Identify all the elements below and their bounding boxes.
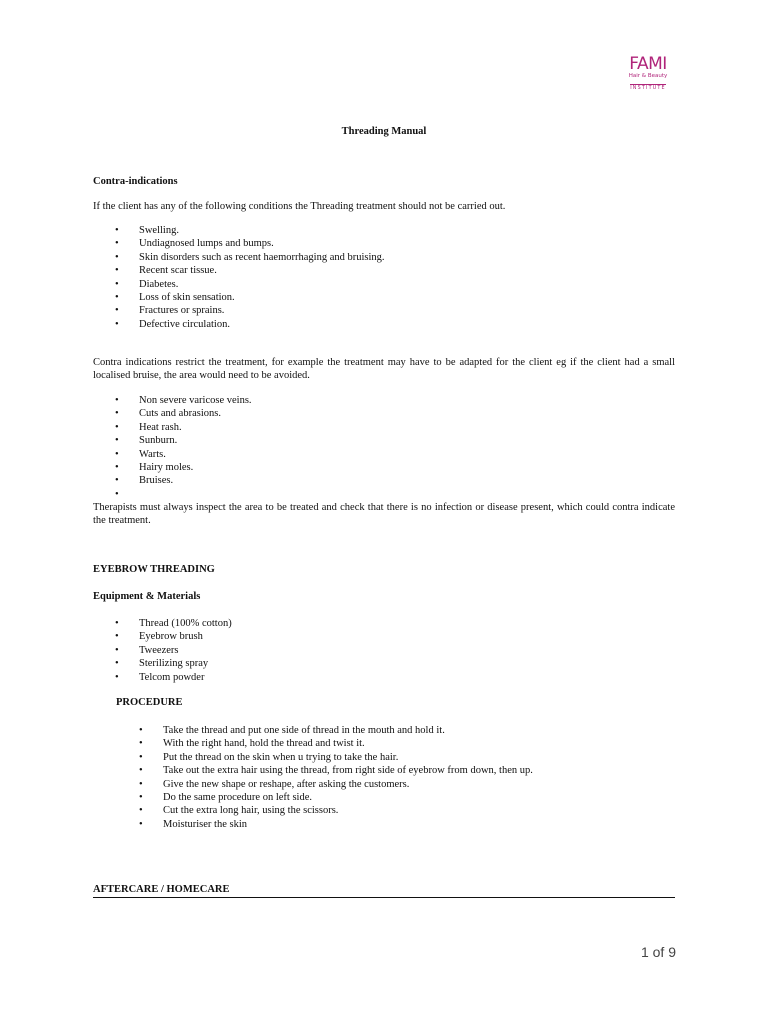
list-item <box>139 804 533 817</box>
bullet-icon: • <box>115 278 119 290</box>
contra-intro: If the client has any of the following conditions the Threading treatment should not be carried out. <box>93 201 506 212</box>
list-item <box>115 644 232 657</box>
bullet-icon: • <box>139 751 143 763</box>
list-item <box>115 657 232 670</box>
bullet-icon: • <box>115 421 119 433</box>
list-item-text: Undiagnosed lumps and bumps. <box>139 238 274 250</box>
list-item <box>115 264 385 277</box>
list-item-text: Swelling. <box>139 225 179 236</box>
bullet-icon: • <box>115 265 119 277</box>
list-item-text: Diabetes. <box>139 278 179 290</box>
list-item-text: Loss of skin sensation. <box>139 291 235 303</box>
list-item-text: Non severe varicose veins. <box>139 395 252 406</box>
list-item <box>139 764 533 777</box>
list-item <box>139 791 533 804</box>
bullet-icon: • <box>139 791 143 803</box>
bullet-icon: • <box>115 238 119 250</box>
list-item-text: Put the thread on the skin when u trying to take the hair. <box>163 751 399 763</box>
list-item <box>139 778 533 791</box>
bullet-icon: • <box>115 448 119 460</box>
bullet-icon: • <box>115 631 119 643</box>
list-item-text: Eyebrow brush <box>139 631 203 643</box>
equipment-list <box>115 617 232 684</box>
procedure-list <box>139 724 533 831</box>
list-item-text: Bruises. <box>139 475 174 487</box>
list-item <box>115 421 252 434</box>
list-item <box>115 630 232 643</box>
logo-subtitle: Hair & Beauty <box>628 73 668 79</box>
section-rule <box>93 897 675 898</box>
bullet-icon: • <box>115 475 119 487</box>
bullet-icon: • <box>115 435 119 447</box>
list-item <box>115 474 252 487</box>
list-item-text: Cut the extra long hair, using the scissors. <box>163 805 339 817</box>
document-title: Threading Manual <box>341 126 427 137</box>
bullet-icon: • <box>139 818 143 830</box>
list-item-text: Recent scar tissue. <box>139 265 217 277</box>
logo-institute: INSTITUTE <box>630 86 666 91</box>
list-item-text: Give the new shape or reshape, after asking the customers. <box>163 778 410 790</box>
bullet-icon: • <box>115 318 119 330</box>
procedure-heading: PROCEDURE <box>116 697 183 708</box>
list-item <box>139 751 533 764</box>
list-item <box>115 237 385 250</box>
bullet-icon: • <box>115 395 119 406</box>
list-item-text: Sunburn. <box>139 435 178 447</box>
list-item <box>115 461 252 474</box>
fami-logo <box>620 55 676 93</box>
logo-wordmark: FAMI <box>629 54 667 74</box>
list-item-text: Do the same procedure on left side. <box>163 791 312 803</box>
list-item <box>115 394 252 407</box>
list-item-text: Take out the extra hair using the thread, from right side of eyebrow from down, then up. <box>163 765 533 777</box>
list-item <box>115 488 252 501</box>
bullet-icon: • <box>115 225 119 236</box>
inspect-text: Therapists must always inspect the area to be treated and check that there is no infection or disease present, which could contra indicate the treatment. <box>93 502 675 527</box>
list-item <box>115 671 232 684</box>
bullet-icon: • <box>115 251 119 263</box>
contra-list <box>115 224 385 331</box>
list-item <box>115 617 232 630</box>
list-item <box>115 448 252 461</box>
list-item-text: Sterilizing spray <box>139 658 209 670</box>
aftercare-heading: AFTERCARE / HOMECARE <box>93 884 230 895</box>
bullet-icon: • <box>139 738 143 750</box>
list-item <box>115 304 385 317</box>
bullet-icon: • <box>115 408 119 420</box>
bullet-icon: • <box>115 305 119 317</box>
list-item <box>115 224 385 237</box>
list-item <box>115 407 252 420</box>
bullet-icon: • <box>115 658 119 670</box>
bullet-icon: • <box>139 725 143 736</box>
list-item-text: Defective circulation. <box>139 318 230 330</box>
eyebrow-heading: EYEBROW THREADING <box>93 564 215 575</box>
bullet-icon: • <box>115 488 119 500</box>
list-item-text: Moisturiser the skin <box>163 818 247 830</box>
list-item <box>115 318 385 331</box>
list-item <box>115 278 385 291</box>
restrict-list <box>115 394 252 501</box>
bullet-icon: • <box>115 618 119 629</box>
page-indicator: 1 of 9 <box>640 944 676 960</box>
bullet-icon: • <box>115 644 119 656</box>
bullet-icon: • <box>115 671 119 683</box>
bullet-icon: • <box>115 291 119 303</box>
list-item <box>139 724 533 737</box>
list-item-text: Heat rash. <box>139 421 182 433</box>
list-item-text: Hairy moles. <box>139 461 194 473</box>
list-item <box>139 737 533 750</box>
list-item-text: Cuts and abrasions. <box>139 408 221 420</box>
list-item-text: Take the thread and put one side of thread in the mouth and hold it. <box>163 725 445 736</box>
list-item <box>139 818 533 831</box>
list-item <box>115 434 252 447</box>
list-item-text: Skin disorders such as recent haemorrhaging and bruising. <box>139 251 385 263</box>
list-item <box>115 251 385 264</box>
list-item-text: With the right hand, hold the thread and twist it. <box>163 738 365 750</box>
equipment-heading: Equipment & Materials <box>93 591 201 602</box>
bullet-icon: • <box>139 765 143 777</box>
list-item-text: Telcom powder <box>139 671 205 683</box>
contra-restrict-text: Contra indications restrict the treatment, for example the treatment may have to be adapted for the client eg if the client had a small localised bruise, the area would need to be avoided. <box>93 357 675 382</box>
bullet-icon: • <box>139 778 143 790</box>
list-item-text: Thread (100% cotton) <box>139 618 232 629</box>
contra-heading: Contra-indications <box>93 176 178 187</box>
list-item-text: Warts. <box>139 448 166 460</box>
list-item-text: Fractures or sprains. <box>139 305 225 317</box>
list-item <box>115 291 385 304</box>
list-item-text: Tweezers <box>139 644 179 656</box>
bullet-icon: • <box>115 461 119 473</box>
bullet-icon: • <box>139 805 143 817</box>
